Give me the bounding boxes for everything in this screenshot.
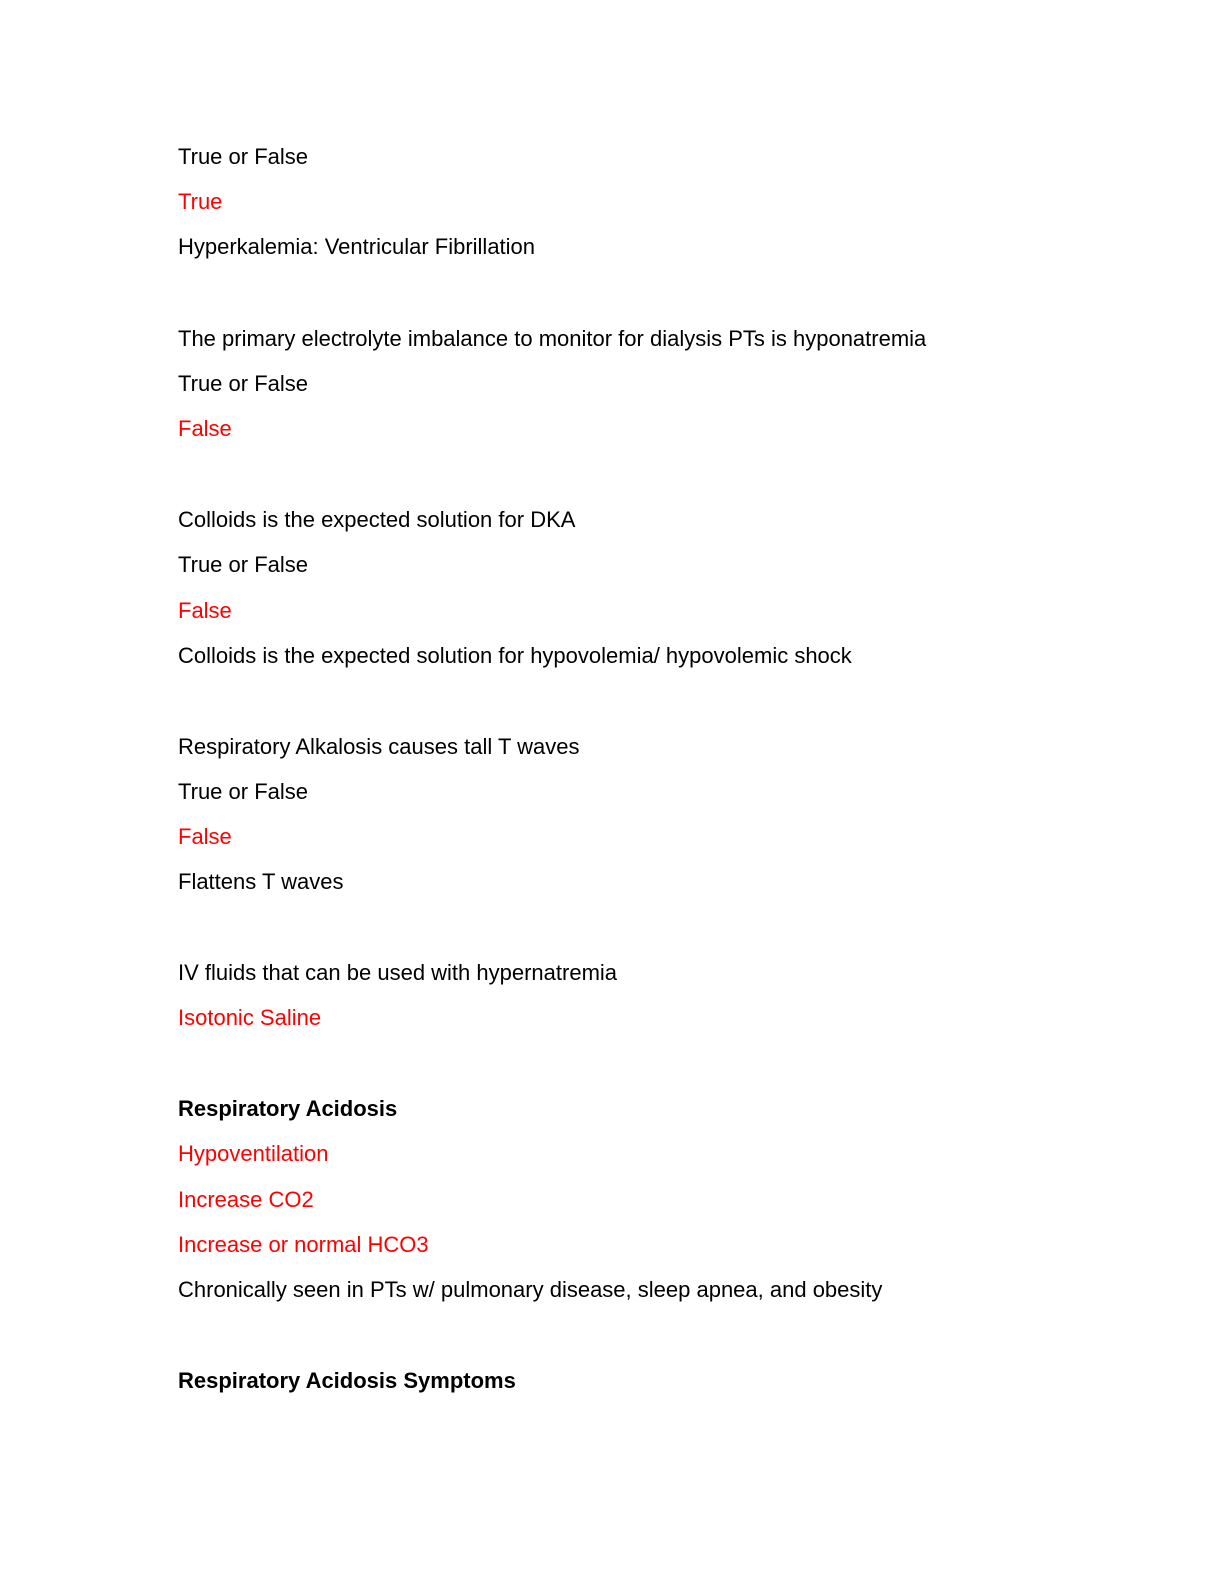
question-text: IV fluids that can be used with hypernatremia bbox=[178, 960, 618, 985]
answer-text: Increase or normal HCO3 bbox=[178, 1232, 429, 1257]
answer-text: True bbox=[178, 189, 223, 214]
question-prompt: True or False bbox=[178, 779, 309, 804]
section-heading: Respiratory Acidosis Symptoms bbox=[178, 1368, 516, 1393]
question-text: Colloids is the expected solution for DKA bbox=[178, 507, 576, 532]
section-heading: Respiratory Acidosis bbox=[178, 1096, 398, 1121]
explanation-text: Colloids is the expected solution for hypovolemia/ hypovolemic shock bbox=[178, 643, 852, 668]
explanation-text: Flattens T waves bbox=[178, 869, 344, 894]
answer-text: False bbox=[178, 598, 232, 623]
question-text: The primary electrolyte imbalance to monitor for dialysis PTs is hyponatremia bbox=[178, 326, 927, 351]
answer-text: False bbox=[178, 416, 232, 441]
answer-text: Hypoventilation bbox=[178, 1141, 329, 1166]
document-page bbox=[178, 0, 1078, 1584]
answer-text: Isotonic Saline bbox=[178, 1005, 322, 1030]
answer-text: Increase CO2 bbox=[178, 1187, 314, 1212]
explanation-text: Chronically seen in PTs w/ pulmonary disease, sleep apnea, and obesity bbox=[178, 1277, 883, 1302]
question-text: Respiratory Alkalosis causes tall T waves bbox=[178, 734, 580, 759]
question-prompt: True or False bbox=[178, 552, 309, 577]
question-prompt: True or False bbox=[178, 371, 309, 396]
question-prompt: True or False bbox=[178, 144, 309, 169]
explanation-text: Hyperkalemia: Ventricular Fibrillation bbox=[178, 234, 536, 259]
answer-text: False bbox=[178, 824, 232, 849]
